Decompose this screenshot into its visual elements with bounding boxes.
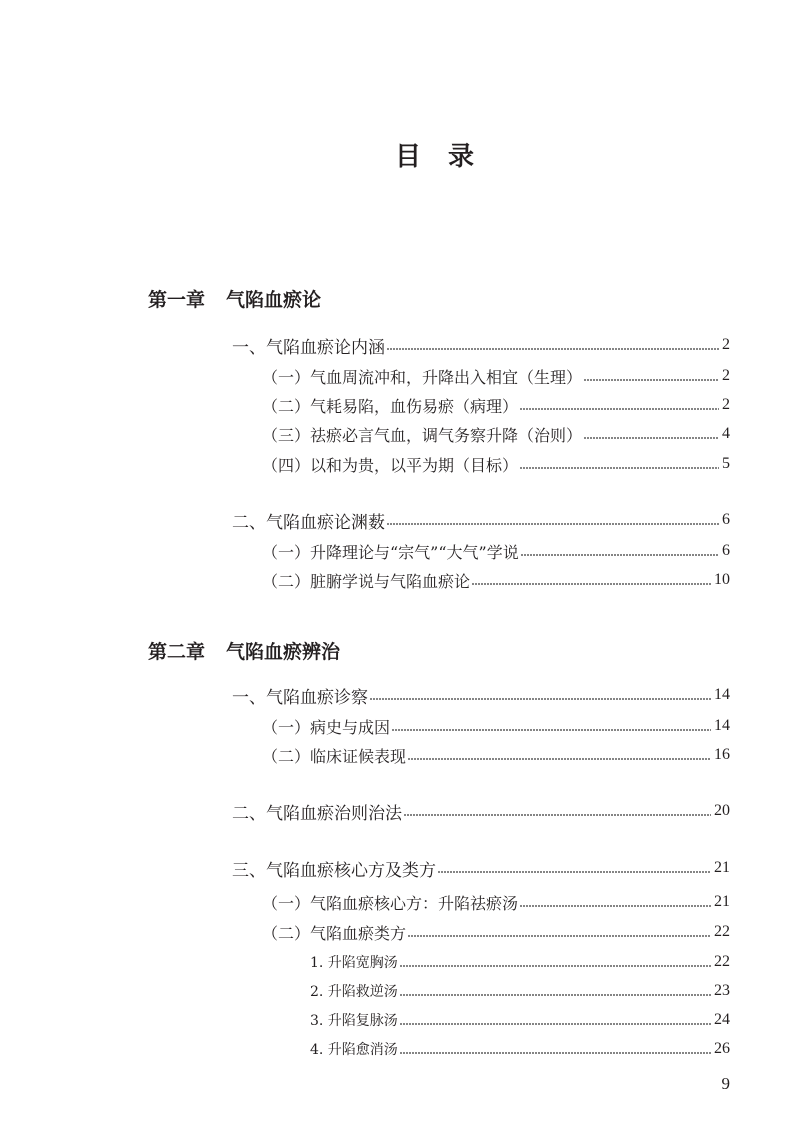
entry-label: 一、气陷血瘀诊察: [232, 687, 368, 708]
entry-label: （二）气耗易陷，血伤易瘀（病理）: [262, 396, 519, 416]
toc-subsection-entry: [262, 889, 730, 915]
entry-page-number: 24: [714, 1011, 730, 1028]
entry-label: （二）气陷血瘀类方: [262, 923, 407, 943]
entry-label: 二、气陷血瘀论渊薮: [232, 512, 385, 533]
toc-subsection-entry: [262, 363, 730, 389]
dot-leader: [438, 871, 711, 873]
toc-subsection-entry: [262, 392, 730, 418]
entry-label: （一）气陷血瘀核心方：升陷祛瘀汤: [262, 893, 519, 913]
toc-section-entry: [232, 798, 730, 824]
dot-leader: [400, 965, 711, 967]
chapter-number: 第二章: [148, 640, 206, 663]
dot-leader: [520, 408, 719, 410]
entry-label: （三）祛瘀必言气血，调气务察升降（治则）: [262, 425, 583, 445]
toc-item-entry: [310, 1007, 730, 1033]
entry-page-number: 14: [714, 686, 730, 703]
dot-leader: [404, 814, 711, 816]
toc-subsection-entry: [262, 538, 730, 564]
entry-label: 一、气陷血瘀论内涵: [232, 337, 385, 358]
dot-leader: [400, 994, 711, 996]
entry-page-number: 10: [714, 571, 730, 588]
dot-leader: [387, 348, 719, 350]
toc-section-entry: [232, 332, 730, 358]
entry-page-number: 2: [722, 367, 730, 384]
entry-label: 2. 升陷救逆汤: [310, 984, 398, 1000]
toc-item-entry: [310, 1036, 730, 1062]
chapter-heading: [148, 284, 321, 312]
entry-label: （一）升降理论与“宗气”“大气”学说: [262, 542, 519, 562]
entry-page-number: 22: [714, 953, 730, 970]
entry-label: 3. 升陷复脉汤: [310, 1013, 398, 1029]
dot-leader: [370, 698, 711, 700]
entry-label: （一）气血周流冲和，升降出入相宜（生理）: [262, 367, 583, 387]
entry-page-number: 21: [714, 859, 730, 876]
entry-label: （一）病史与成因: [262, 717, 391, 737]
toc-subsection-entry: [262, 713, 730, 739]
dot-leader: [521, 554, 719, 556]
dot-leader: [387, 523, 719, 525]
entry-page-number: 16: [714, 746, 730, 763]
entry-page-number: 6: [722, 511, 730, 528]
chapter-heading: [148, 636, 340, 664]
page-number: 9: [721, 1074, 730, 1093]
toc-item-entry: [310, 949, 730, 975]
entry-page-number: 14: [714, 717, 730, 734]
entry-page-number: 26: [714, 1040, 730, 1057]
dot-leader: [400, 1023, 711, 1025]
entry-label: （二）脏腑学说与气陷血瘀论: [262, 571, 471, 591]
page-title: 目录: [395, 142, 502, 172]
chapter-number: 第一章: [148, 288, 206, 311]
dot-leader: [392, 729, 711, 731]
entry-label: 二、气陷血瘀治则治法: [232, 803, 402, 824]
dot-leader: [584, 437, 719, 439]
entry-page-number: 2: [722, 396, 730, 413]
entry-label: 1. 升陷宽胸汤: [310, 955, 398, 971]
entry-page-number: 20: [714, 802, 730, 819]
entry-page-number: 21: [714, 893, 730, 910]
dot-leader: [408, 758, 711, 760]
toc-subsection-entry: [262, 567, 730, 593]
dot-leader: [400, 1052, 711, 1054]
chapter-title: 气陷血瘀辨治: [226, 640, 341, 663]
entry-label: 4. 升陷愈消汤: [310, 1042, 398, 1058]
toc-subsection-entry: [262, 421, 730, 447]
entry-label: （二）临床证候表现: [262, 746, 407, 766]
chapter-title: 气陷血瘀论: [226, 288, 322, 311]
dot-leader: [520, 905, 711, 907]
toc-subsection-entry: [262, 919, 730, 945]
toc-subsection-entry: [262, 742, 730, 768]
toc-section-entry: [232, 682, 730, 708]
entry-page-number: 5: [722, 455, 730, 472]
toc-item-entry: [310, 978, 730, 1004]
entry-page-number: 6: [722, 542, 730, 559]
entry-label: 三、气陷血瘀核心方及类方: [232, 860, 436, 881]
dot-leader: [408, 935, 711, 937]
dot-leader: [584, 379, 719, 381]
entry-page-number: 22: [714, 923, 730, 940]
toc-section-entry: [232, 507, 730, 533]
dot-leader: [472, 583, 711, 585]
entry-label: （四）以和为贵，以平为期（目标）: [262, 455, 519, 475]
entry-page-number: 23: [714, 982, 730, 999]
dot-leader: [520, 467, 719, 469]
entry-page-number: 2: [722, 336, 730, 353]
toc-section-entry: [232, 855, 730, 881]
toc-subsection-entry: [262, 451, 730, 477]
entry-page-number: 4: [722, 425, 730, 442]
